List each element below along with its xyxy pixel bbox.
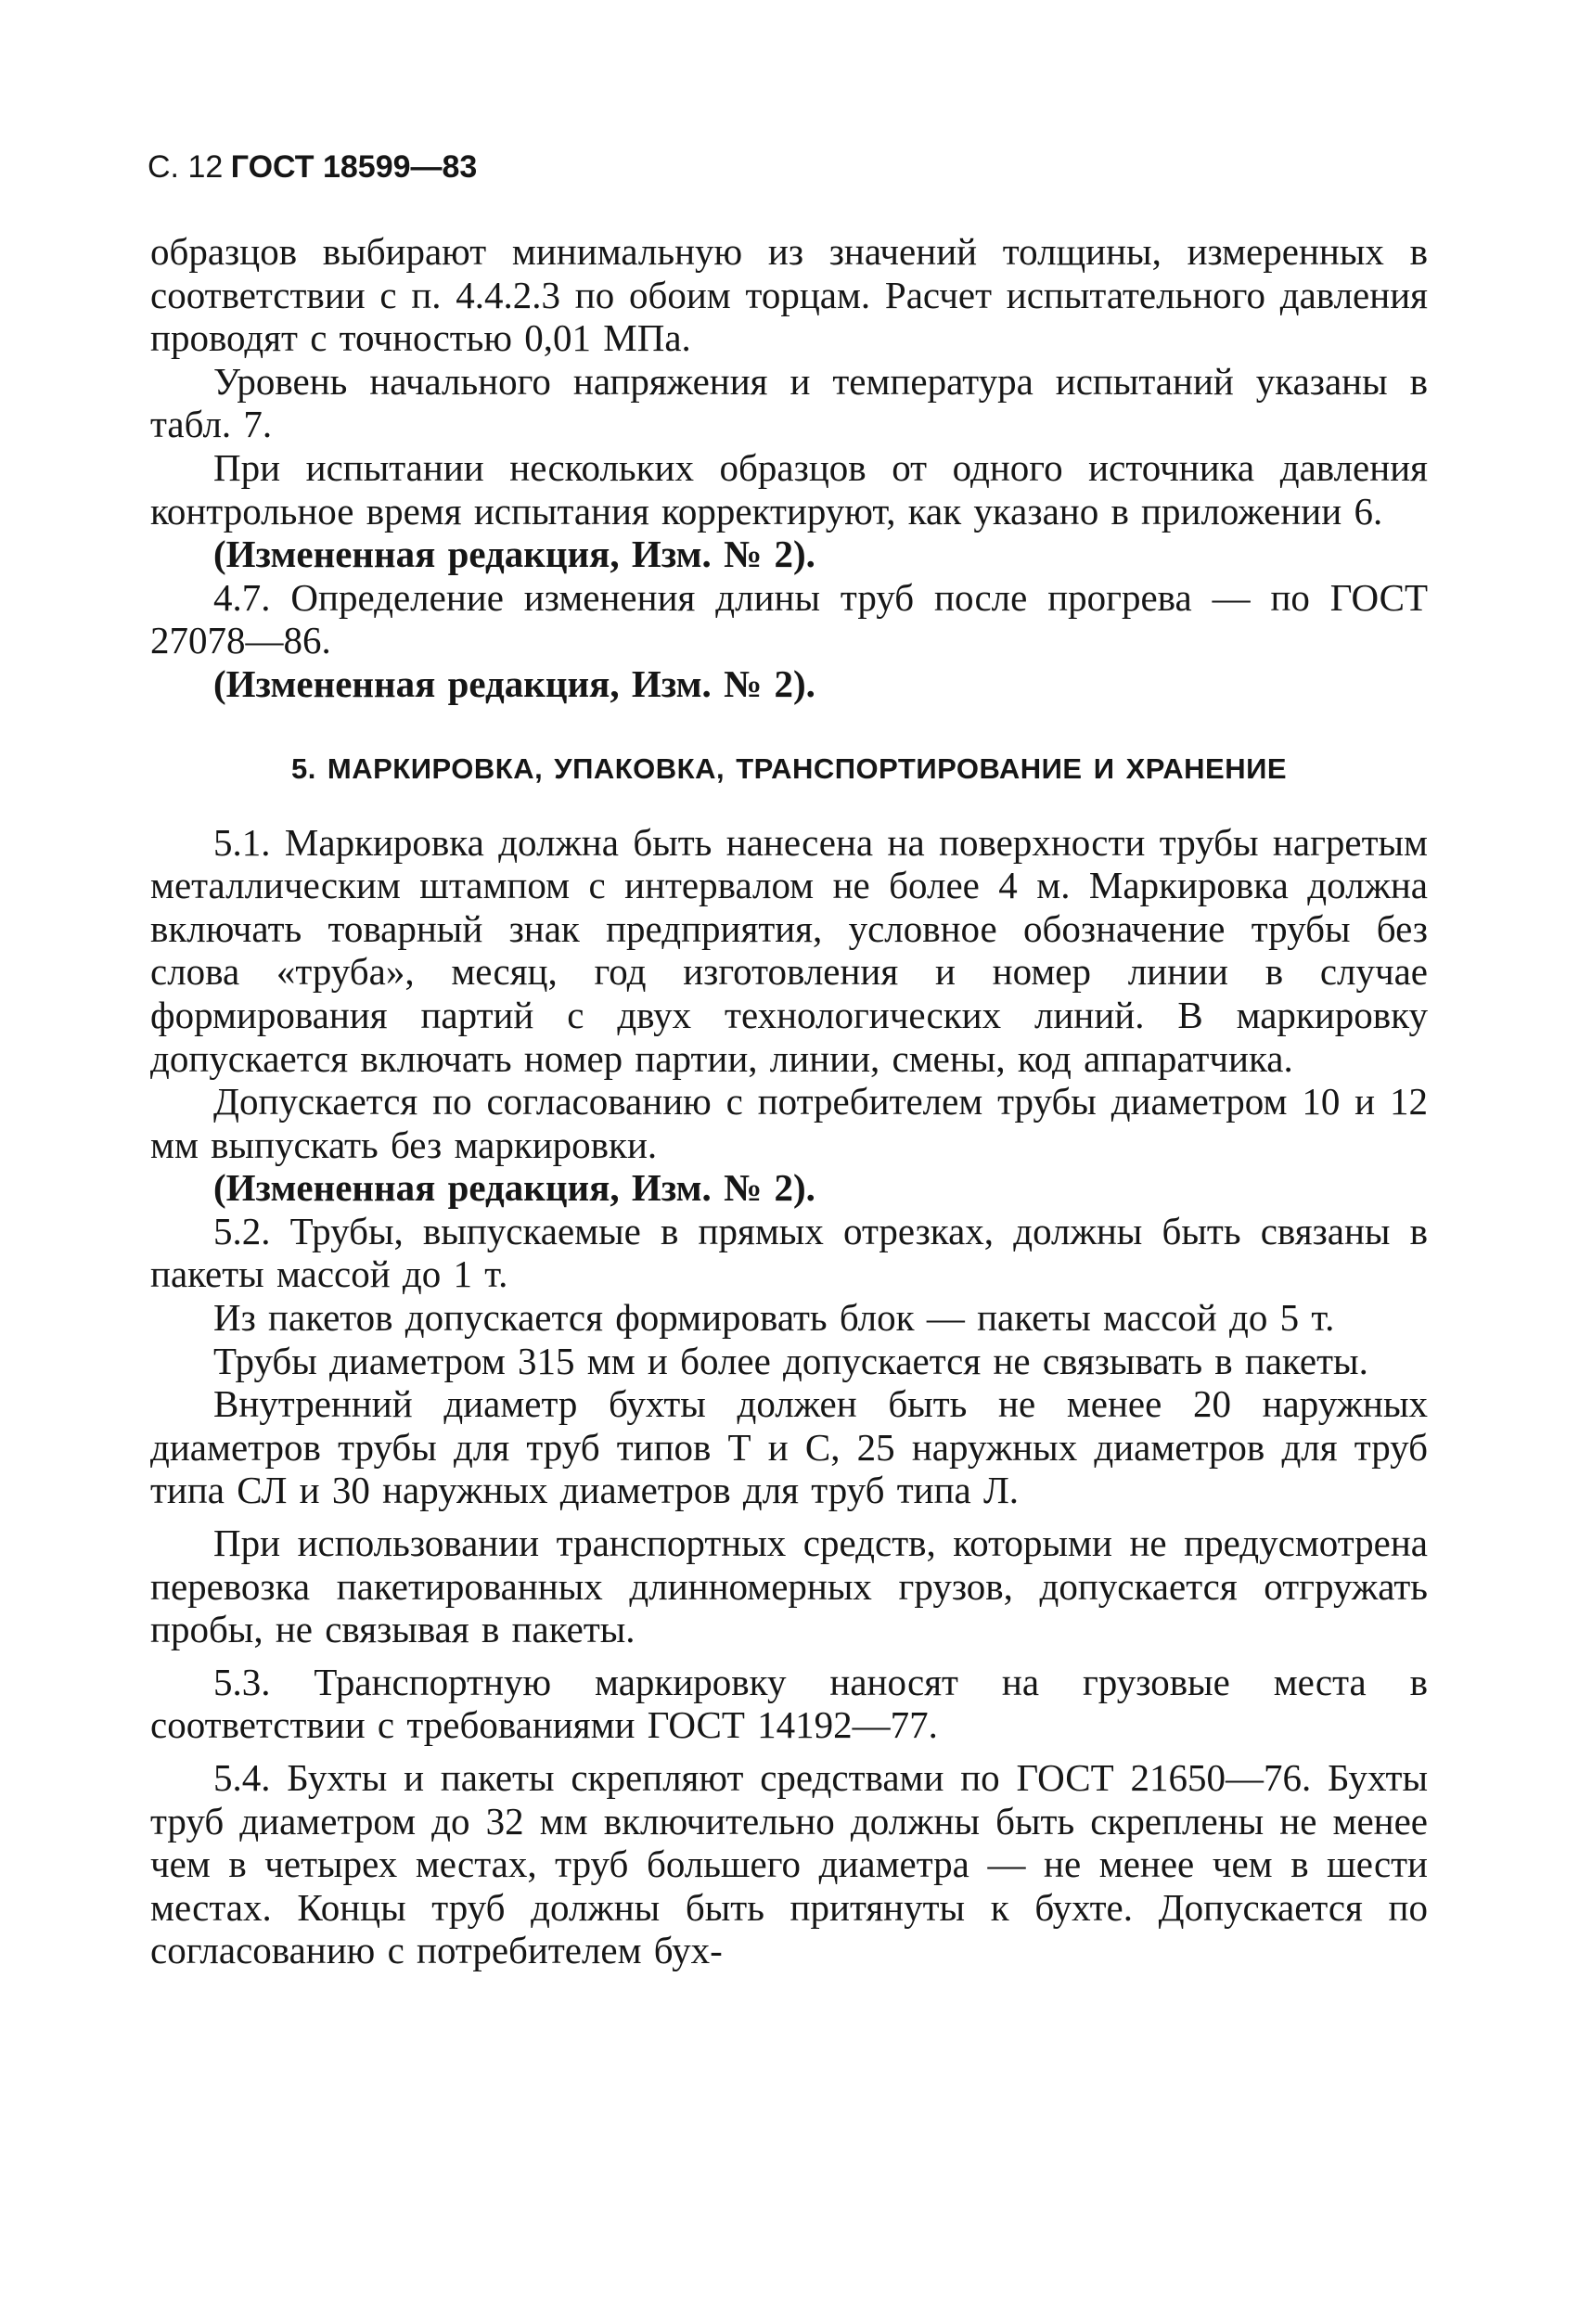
paragraph-blocks: Из пакетов допускается формировать блок — пакеты массой до 5 т. xyxy=(213,1296,1335,1340)
page-number: С. 12 xyxy=(148,149,224,185)
paragraph-5-3: 5.3. Транспортную маркировку наносят на грузовые места в соответствии с требованиями ГОСТ 14192—77. xyxy=(150,1660,1428,1747)
paragraph-no-marking: Допускается по согласованию с потребителем трубы диаметром 10 и 12 мм выпускать без маркировки. xyxy=(150,1080,1428,1166)
document-code: ГОСТ 18599—83 xyxy=(230,149,478,185)
paragraph-4-7: 4.7. Определение изменения длины труб после прогрева — по ГОСТ 27078—86. xyxy=(150,575,1428,662)
revision-note: (Измененная редакция, Изм. № 2). xyxy=(213,661,815,705)
paragraph-large-pipes: Трубы диаметром 315 мм и более допускается не связывать в пакеты. xyxy=(213,1339,1368,1382)
document-body xyxy=(150,230,1428,1972)
section-heading: 5. МАРКИРОВКА, УПАКОВКА, ТРАНСПОРТИРОВАНИЕ И ХРАНЕНИЕ xyxy=(290,751,1288,785)
paragraph-coil-diameter: Внутренний диаметр бухты должен быть не менее 20 наружных диаметров трубы для труб типов Т и С, 25 наружных диаметров для труб типа СЛ и 30 наружных диаметров для труб типа Л. xyxy=(150,1382,1428,1512)
paragraph-5-4: 5.4. Бухты и пакеты скрепляют средствами по ГОСТ 21650—76. Бухты труб диаметром до 32 мм включительно должны быть скреплены не менее чем в четырех местах, труб большего диаметра — не менее чем в шести местах. Концы труб должны быть притянуты к бухте. Допускается по согласованию с потребителем бух- xyxy=(150,1756,1428,1972)
paragraph-test-pressure: образцов выбирают минимальную из значений толщины, измеренных в соответствии с п. 4.4.2.3 по обоим торцам. Расчет испытательного давления проводят с точностью 0,01 МПа. xyxy=(150,230,1428,360)
paragraph-transport: При использовании транспортных средств, которыми не предусмотрена перевозка пакетированных длинномерных грузов, допускается отгружать пробы, не связывая в пакеты. xyxy=(150,1522,1428,1651)
paragraph-stress-level: Уровень начального напряжения и температура испытаний указаны в табл. 7. xyxy=(150,359,1428,446)
paragraph-multiple-samples: При испытании нескольких образцов от одного источника давления контрольное время испытания корректируют, как указано в приложении 6. xyxy=(150,445,1428,533)
revision-note: (Измененная редакция, Изм. № 2). xyxy=(213,533,815,576)
paragraph-5-2: 5.2. Трубы, выпускаемые в прямых отрезках, должны быть связаны в пакеты массой до 1 т. xyxy=(150,1209,1428,1296)
page-header xyxy=(148,148,477,186)
paragraph-5-1: 5.1. Маркировка должна быть нанесена на поверхности трубы нагретым металлическим штампом с интервалом не более 4 м. Маркировка должна включать товарный знак предприятия, условное обозначение трубы без слова «труба», месяц, год изготовления и номер линии в случае формирования партий с двух технологических линий. В маркировку допускается включать номер партии, линии, смены, код аппаратчика. xyxy=(150,820,1428,1080)
revision-note: (Измененная редакция, Изм. № 2). xyxy=(213,1166,815,1210)
